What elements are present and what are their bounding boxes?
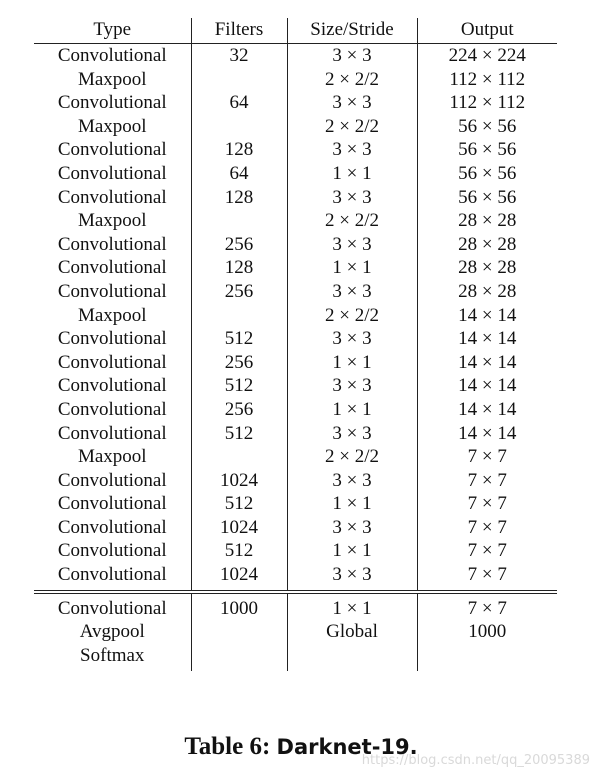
cell-filters xyxy=(191,115,287,139)
table-row xyxy=(34,162,557,186)
cell-type: Softmax xyxy=(80,644,145,666)
table-row xyxy=(34,374,557,398)
cell-output: 7 × 7 xyxy=(417,492,557,516)
cell-type: Convolutional xyxy=(57,328,167,350)
cell-filters: 1000 xyxy=(191,592,287,621)
table-row xyxy=(34,398,557,422)
cell-output: 112 × 112 xyxy=(417,68,557,92)
cell-size-stride: 3 × 3 xyxy=(287,280,417,304)
cell-output: 14 × 14 xyxy=(417,304,557,328)
cell-filters xyxy=(191,209,287,233)
darknet-19-table xyxy=(34,18,557,671)
cell-filters xyxy=(191,445,287,469)
table-row xyxy=(34,115,557,139)
cell-size-stride: 3 × 3 xyxy=(287,469,417,493)
cell-size-stride: 3 × 3 xyxy=(287,516,417,540)
cell-type: Maxpool xyxy=(77,446,147,468)
cell-output: 224 × 224 xyxy=(417,44,557,68)
cell-size-stride: 2 × 2/2 xyxy=(287,304,417,328)
table-row xyxy=(34,91,557,115)
table-row xyxy=(34,68,557,92)
table-row xyxy=(34,233,557,257)
table-row xyxy=(34,539,557,563)
cell-size-stride: 1 × 1 xyxy=(287,539,417,563)
cell-size-stride: 3 × 3 xyxy=(287,327,417,351)
cell-type: Convolutional xyxy=(57,92,167,114)
cell-size-stride: 1 × 1 xyxy=(287,162,417,186)
table-row xyxy=(34,469,557,493)
cell-size-stride: 3 × 3 xyxy=(287,233,417,257)
table-row xyxy=(34,351,557,375)
cell-type: Convolutional xyxy=(57,139,167,161)
caption-name: Darknet-19. xyxy=(276,735,418,759)
cell-type: Convolutional xyxy=(57,516,167,538)
cell-type: Convolutional xyxy=(57,162,167,184)
cell-output: 14 × 14 xyxy=(417,398,557,422)
cell-output: 28 × 28 xyxy=(417,209,557,233)
cell-size-stride: 2 × 2/2 xyxy=(287,68,417,92)
cell-filters xyxy=(191,304,287,328)
cell-size-stride: 3 × 3 xyxy=(287,186,417,210)
cell-output: 14 × 14 xyxy=(417,374,557,398)
cell-output: 56 × 56 xyxy=(417,138,557,162)
cell-filters: 256 xyxy=(191,233,287,257)
table-row xyxy=(34,492,557,516)
darknet-table-container xyxy=(34,18,557,671)
cell-size-stride: 1 × 1 xyxy=(287,256,417,280)
header-type: Type xyxy=(34,18,191,44)
table-body-main xyxy=(34,44,557,592)
cell-type: Convolutional xyxy=(57,375,167,397)
cell-output: 7 × 7 xyxy=(417,445,557,469)
cell-filters: 256 xyxy=(191,398,287,422)
cell-output: 56 × 56 xyxy=(417,186,557,210)
cell-size-stride: 1 × 1 xyxy=(287,398,417,422)
table-row xyxy=(34,44,557,68)
cell-type: Convolutional xyxy=(57,493,167,515)
cell-output: 7 × 7 xyxy=(417,516,557,540)
table-row xyxy=(34,256,557,280)
cell-output: 28 × 28 xyxy=(417,233,557,257)
cell-filters: 64 xyxy=(191,162,287,186)
table-row xyxy=(34,280,557,304)
cell-filters: 1024 xyxy=(191,469,287,493)
cell-filters xyxy=(191,68,287,92)
cell-size-stride: 2 × 2/2 xyxy=(287,209,417,233)
header-size-stride: Size/Stride xyxy=(287,18,417,44)
cell-size-stride: 3 × 3 xyxy=(287,422,417,446)
cell-filters: 256 xyxy=(191,280,287,304)
cell-output: 28 × 28 xyxy=(417,280,557,304)
cell-type: Convolutional xyxy=(57,422,167,444)
cell-filters: 512 xyxy=(191,327,287,351)
cell-type: Convolutional xyxy=(57,257,167,279)
cell-output: 7 × 7 xyxy=(417,469,557,493)
cell-output: 14 × 14 xyxy=(417,351,557,375)
header-output: Output xyxy=(417,18,557,44)
cell-filters xyxy=(191,620,287,644)
table-row xyxy=(34,327,557,351)
cell-type: Convolutional xyxy=(57,233,167,255)
cell-filters: 256 xyxy=(191,351,287,375)
cell-filters: 1024 xyxy=(191,516,287,540)
cell-output: 56 × 56 xyxy=(417,115,557,139)
cell-output: 14 × 14 xyxy=(417,422,557,446)
table-row xyxy=(34,592,557,621)
table-row xyxy=(34,209,557,233)
cell-type: Maxpool xyxy=(77,115,147,137)
cell-type: Convolutional xyxy=(57,564,167,586)
table-row xyxy=(34,422,557,446)
cell-filters: 128 xyxy=(191,138,287,162)
table-row xyxy=(34,186,557,210)
cell-size-stride: 1 × 1 xyxy=(287,492,417,516)
cell-output: 56 × 56 xyxy=(417,162,557,186)
cell-filters: 512 xyxy=(191,492,287,516)
cell-output: 7 × 7 xyxy=(417,563,557,592)
cell-output: 28 × 28 xyxy=(417,256,557,280)
cell-filters: 1024 xyxy=(191,563,287,592)
cell-filters: 64 xyxy=(191,91,287,115)
cell-output: 14 × 14 xyxy=(417,327,557,351)
cell-type: Avgpool xyxy=(79,621,145,643)
cell-type: Maxpool xyxy=(77,304,147,326)
cell-filters: 128 xyxy=(191,186,287,210)
table-body-tail xyxy=(34,592,557,672)
cell-size-stride: Global xyxy=(287,620,417,644)
table-row xyxy=(34,445,557,469)
cell-type: Convolutional xyxy=(57,45,167,66)
cell-type: Convolutional xyxy=(57,398,167,420)
cell-filters: 512 xyxy=(191,374,287,398)
cell-type: Maxpool xyxy=(77,210,147,232)
cell-size-stride: 2 × 2/2 xyxy=(287,445,417,469)
cell-filters xyxy=(191,644,287,672)
watermark-text: https://blog.csdn.net/qq_20095389 xyxy=(361,753,590,768)
cell-size-stride: 2 × 2/2 xyxy=(287,115,417,139)
table-row xyxy=(34,304,557,328)
cell-type: Maxpool xyxy=(77,68,147,90)
cell-size-stride: 3 × 3 xyxy=(287,91,417,115)
cell-size-stride: 1 × 1 xyxy=(287,351,417,375)
table-row xyxy=(34,516,557,540)
table-row xyxy=(34,563,557,592)
cell-type: Convolutional xyxy=(57,280,167,302)
cell-output: 7 × 7 xyxy=(417,592,557,621)
table-row xyxy=(34,138,557,162)
table-row xyxy=(34,644,557,672)
cell-size-stride: 3 × 3 xyxy=(287,44,417,68)
cell-type: Convolutional xyxy=(57,540,167,562)
header-filters: Filters xyxy=(191,18,287,44)
cell-size-stride: 3 × 3 xyxy=(287,563,417,592)
cell-size-stride: 1 × 1 xyxy=(287,592,417,621)
cell-filters: 512 xyxy=(191,539,287,563)
cell-output xyxy=(417,644,557,672)
cell-output: 1000 xyxy=(417,620,557,644)
cell-type: Convolutional xyxy=(34,592,191,621)
cell-size-stride: 3 × 3 xyxy=(287,374,417,398)
cell-size-stride: 3 × 3 xyxy=(287,138,417,162)
table-row xyxy=(34,620,557,644)
cell-type: Convolutional xyxy=(57,469,167,491)
cell-output: 112 × 112 xyxy=(417,91,557,115)
caption-label: Table 6: xyxy=(184,733,271,760)
cell-filters: 32 xyxy=(191,44,287,68)
cell-filters: 512 xyxy=(191,422,287,446)
cell-type: Convolutional xyxy=(57,186,167,208)
cell-filters: 128 xyxy=(191,256,287,280)
table-header-row xyxy=(34,18,557,44)
cell-output: 7 × 7 xyxy=(417,539,557,563)
cell-size-stride xyxy=(287,644,417,672)
cell-type: Convolutional xyxy=(57,351,167,373)
